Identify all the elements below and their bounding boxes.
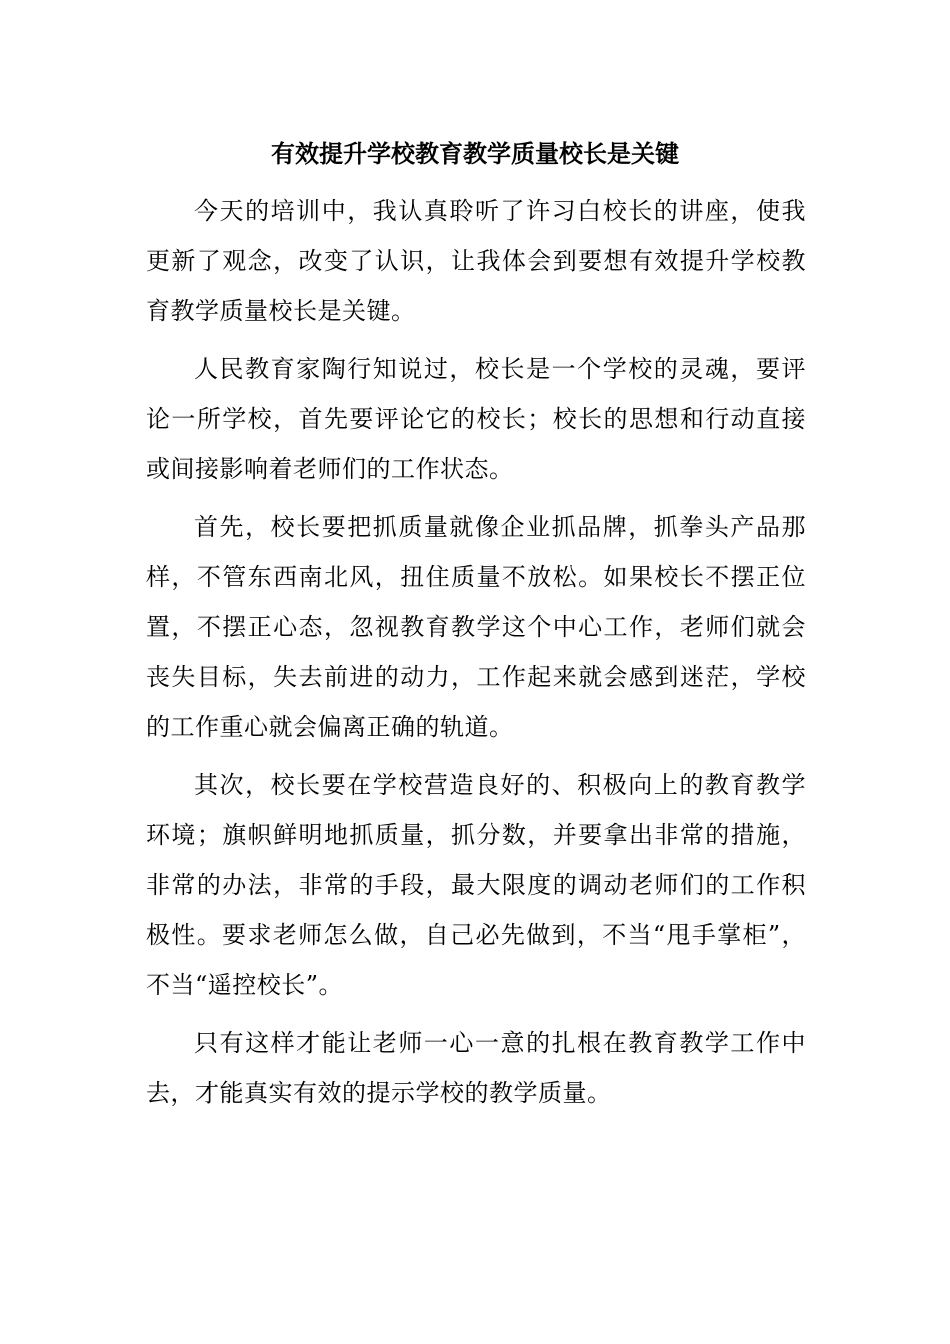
paragraph-4: 其次，校长要在学校营造良好的、积极向上的教育教学环境；旗帜鲜明地抓质量，抓分数，并要拿出非常的措施，非常的办法，非常的手段，最大限度的调动老师们的工作积极性。要求老师怎么做，自己必先做到，不当“甩手掌柜”，不当“遥控校长”。 — [146, 771, 806, 999]
paragraph-3: 首先，校长要把抓质量就像企业抓品牌，抓拳头产品那样，不管东西南北风，扭住质量不放松。如果校长不摆正位置，不摆正心态，忽视教育教学这个中心工作，老师们就会丧失目标，失去前进的动力，工作起来就会感到迷茫，学校的工作重心就会偏离正确的轨道。 — [146, 513, 806, 741]
paragraph-1: 今天的培训中，我认真聆听了许习白校长的讲座，使我更新了观念，改变了认识，让我体会到要想有效提升学校教育教学质量校长是关键。 — [146, 197, 806, 325]
document-title: 有效提升学校教育教学质量校长是关键 — [271, 139, 679, 168]
paragraph-5: 只有这样才能让老师一心一意的扎根在教育教学工作中去，才能真实有效的提示学校的教学质量。 — [146, 1029, 806, 1107]
paragraph-2: 人民教育家陶行知说过，校长是一个学校的灵魂，要评论一所学校，首先要评论它的校长；校长的思想和行动直接或间接影响着老师们的工作状态。 — [146, 355, 806, 483]
document-body — [146, 186, 806, 1126]
